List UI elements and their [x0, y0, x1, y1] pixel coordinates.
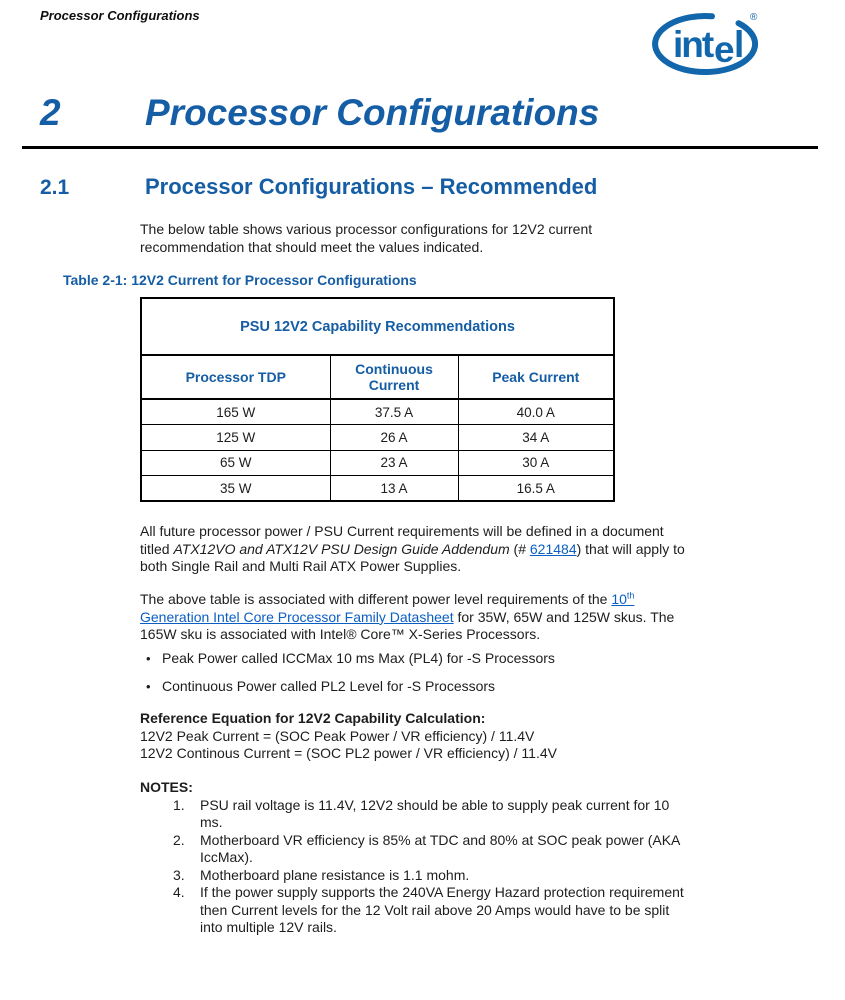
paragraph-line: [140, 541, 685, 559]
cell-tdp: 165 W: [141, 399, 330, 425]
note-number: 4.: [173, 884, 185, 900]
cell-continuous: 26 A: [330, 425, 458, 451]
table-title: PSU 12V2 Capability Recommendations: [141, 298, 614, 355]
cell-continuous: 13 A: [330, 476, 458, 502]
cell-tdp: 125 W: [141, 425, 330, 451]
datasheet-link-start[interactable]: [611, 591, 634, 607]
datasheet-link-continued[interactable]: Generation Intel Core Processor Family Datasheet: [140, 608, 454, 625]
note-text: [200, 867, 469, 885]
note-line: If the power supply supports the 240VA Energy Hazard protection requirement: [200, 884, 684, 900]
note-line: Motherboard VR efficiency is 85% at TDC and 80% at SOC peak power (AKA: [200, 831, 681, 848]
intel-logo-icon: [651, 6, 763, 82]
note-line: into multiple 12V rails.: [200, 919, 337, 935]
cell-peak: 16.5 A: [458, 476, 614, 502]
text-run: (#: [509, 540, 530, 557]
notes-label: NOTES:: [140, 779, 193, 795]
intro-line-1: The below table shows various processor configurations for 12V2 current: [140, 221, 593, 237]
col-header-peak-current: Peak Current: [458, 355, 614, 399]
bullet-list: [146, 650, 555, 705]
intel-logo-text: intel: [673, 24, 743, 70]
paragraph-line: 165W sku is associated with Intel® Core™ X-Series Processors.: [140, 626, 541, 642]
section-number: 2.1: [40, 176, 70, 199]
text-run: 10: [611, 591, 627, 607]
cell-continuous: 37.5 A: [330, 399, 458, 425]
chapter-heading: [40, 92, 599, 134]
paragraph-line: [140, 591, 674, 609]
table-caption: Table 2-1: 12V2 Current for Processor Configurations: [63, 272, 417, 288]
doc-number-link[interactable]: 621484: [529, 540, 577, 557]
note-line: PSU rail voltage is 11.4V, 12V2 should be able to supply peak current for 10: [200, 796, 670, 813]
cell-peak: 30 A: [458, 450, 614, 476]
datasheet-paragraph: [140, 591, 674, 644]
note-item: [140, 832, 684, 867]
registered-mark: ®: [750, 12, 758, 23]
bullet-icon: •: [146, 651, 151, 666]
list-item: [146, 678, 555, 696]
equation-peak-current: 12V2 Peak Current = (SOC Peak Power / VR efficiency) / 11.4V: [140, 727, 535, 744]
note-number: 1.: [173, 796, 185, 813]
note-text: [200, 832, 680, 867]
note-line: IccMax).: [200, 849, 253, 865]
table-row: [141, 450, 614, 476]
chapter-title: Processor Configurations: [145, 92, 600, 133]
note-text: [200, 884, 684, 937]
note-item: [140, 867, 684, 885]
table-row: [141, 425, 614, 451]
cell-peak: 34 A: [458, 425, 614, 451]
bullet-text: Peak Power called ICCMax 10 ms Max (PL4) for -S Processors: [162, 650, 555, 666]
document-title-italic: ATX12VO and ATX12V PSU Design Guide Addendum: [173, 540, 510, 557]
section-heading: [40, 174, 597, 200]
intro-paragraph: [140, 221, 592, 256]
cell-tdp: 35 W: [141, 476, 330, 502]
text-run: ) that will apply to: [576, 540, 685, 557]
equation-continuous-current: 12V2 Continous Current = (SOC PL2 power / VR efficiency) / 11.4V: [140, 745, 557, 761]
superscript-th: th: [626, 590, 635, 601]
text-run: The above table is associated with different power level requirements of the: [140, 591, 612, 607]
note-text: [200, 797, 669, 832]
atx-addendum-paragraph: [140, 523, 685, 576]
psu-table-container: [140, 297, 615, 502]
note-line: Motherboard plane resistance is 1.1 mohm.: [200, 866, 470, 883]
paragraph-line: [140, 609, 674, 627]
note-item: [140, 884, 684, 937]
cell-continuous: 23 A: [330, 450, 458, 476]
table-row: [141, 476, 614, 502]
bullet-icon: •: [146, 678, 151, 694]
running-header: Processor Configurations: [40, 8, 200, 23]
psu-12v2-table: [140, 297, 615, 502]
notes-section: [140, 779, 684, 937]
cell-tdp: 65 W: [141, 450, 330, 476]
paragraph-line: All future processor power / PSU Current requirements will be defined in a document: [140, 523, 664, 539]
text-run: for 35W, 65W and 125W skus. The: [453, 608, 675, 625]
note-number: 3.: [173, 866, 185, 883]
cell-peak: 40.0 A: [458, 399, 614, 425]
intro-line-2: recommendation that should meet the values indicated.: [140, 238, 484, 255]
reference-equation-heading: Reference Equation for 12V2 Capability Calculation:: [140, 710, 486, 726]
section-title: Processor Configurations – Recommended: [145, 174, 598, 199]
note-number: 2.: [173, 831, 185, 848]
note-item: [140, 797, 684, 832]
col-header-continuous-current: Continuous Current: [330, 355, 458, 399]
table-row: [141, 399, 614, 425]
chapter-number: 2: [40, 92, 61, 133]
note-line: ms.: [200, 814, 223, 830]
note-line: then Current levels for the 12 Volt rail above 20 Amps would have to be split: [200, 901, 670, 918]
paragraph-line: both Single Rail and Multi Rail ATX Power Supplies.: [140, 558, 462, 574]
list-item: [146, 650, 555, 668]
text-run: titled: [140, 540, 174, 557]
reference-equation-block: [140, 710, 557, 763]
bullet-text: Continuous Power called PL2 Level for -S Processors: [162, 677, 496, 694]
section-divider-rule: [22, 146, 818, 149]
col-header-processor-tdp: Processor TDP: [141, 355, 330, 399]
intel-logo: [651, 6, 763, 82]
